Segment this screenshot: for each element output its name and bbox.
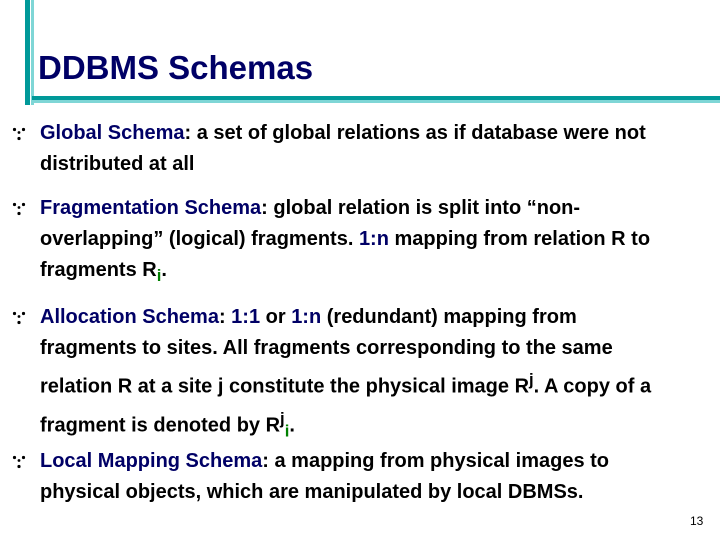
bullet-text bbox=[40, 446, 672, 508]
accent-bar-vertical-light bbox=[31, 0, 34, 105]
bullet-rest: : a set of global relations as if database were not distributed at all bbox=[40, 122, 646, 175]
fragment-copy-r: R bbox=[265, 414, 281, 437]
diamond-dots-icon bbox=[12, 311, 26, 325]
bullet-text-1: : bbox=[218, 306, 232, 328]
bullet-end: . bbox=[289, 414, 295, 437]
accent-bar-vertical bbox=[25, 0, 30, 105]
bullet-text bbox=[40, 118, 672, 180]
superscript-j: j bbox=[529, 370, 534, 389]
diamond-dots-icon bbox=[12, 455, 26, 469]
physical-image-r: R bbox=[514, 375, 530, 398]
term-global-schema: Global Schema bbox=[40, 122, 185, 144]
bullet-text-2: mapping from relation R to fragments bbox=[40, 228, 651, 281]
term-local-mapping-schema: Local Mapping Schema bbox=[40, 450, 263, 472]
bullet-allocation-schema bbox=[12, 302, 672, 446]
bullet-local-mapping-schema bbox=[12, 446, 672, 508]
page-number: 13 bbox=[690, 514, 704, 528]
relation-r: R bbox=[142, 259, 157, 281]
mapping-1n: 1:n bbox=[291, 306, 322, 328]
mapping-11: 1:1 bbox=[231, 306, 261, 328]
bullet-end: . bbox=[161, 259, 167, 281]
bullet-global-schema bbox=[12, 118, 672, 180]
diamond-dots-icon bbox=[12, 202, 26, 216]
bullet-rest: : a mapping from physical images to physical objects, which are manipulated by local DBMSs. bbox=[40, 450, 610, 503]
bullet-text-4: . A copy of a fragment is denoted by bbox=[40, 375, 652, 437]
bullet-text bbox=[40, 193, 672, 291]
slide-title: DDBMS Schemas bbox=[38, 49, 314, 86]
subscript-i: i bbox=[156, 266, 162, 285]
bullet-text-3: (redundant) mapping from fragments to sites. All fragments corresponding to the same relation R at a site j constitute the physical image bbox=[40, 306, 613, 398]
bullet-text-1: : global relation is split into “non-overlapping” (logical) fragments. bbox=[40, 197, 581, 250]
title-underline-light bbox=[32, 100, 720, 103]
subscript-i: i bbox=[284, 421, 290, 441]
term-allocation-schema: Allocation Schema bbox=[40, 306, 219, 328]
term-fragmentation-schema: Fragmentation Schema bbox=[40, 197, 262, 219]
bullet-text-2: or bbox=[260, 306, 292, 328]
bullet-text bbox=[40, 302, 672, 446]
mapping-1n: 1:n bbox=[358, 228, 389, 250]
diamond-dots-icon bbox=[12, 127, 26, 141]
bullet-fragmentation-schema bbox=[12, 193, 672, 291]
superscript-j: j bbox=[280, 408, 285, 428]
